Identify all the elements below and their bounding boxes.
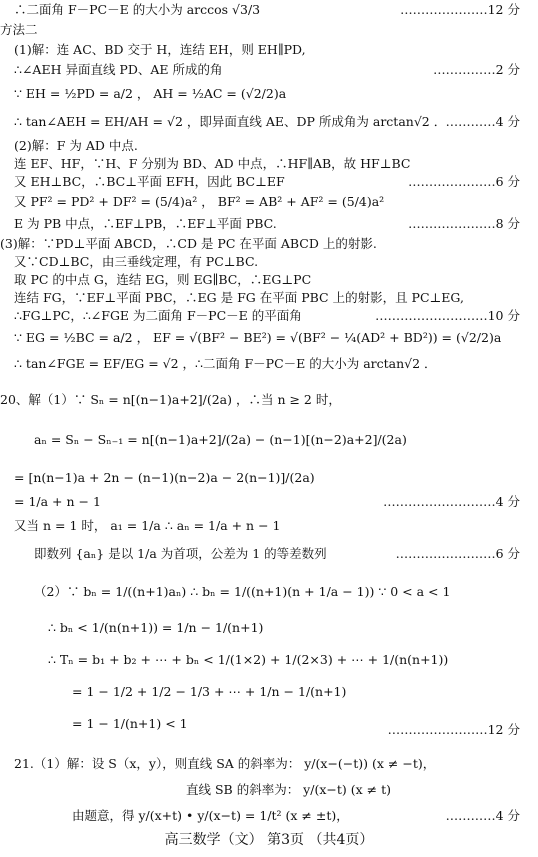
line-q21-3: 由题意，得 y/(x+t) • y/(x−t) = 1/t² (x ≠ ±t)， — [72, 808, 349, 823]
line-16: ∴FG⊥PC，∴∠FGE 为二面角 F－PC－E 的平面角 — [14, 308, 302, 323]
line-8: 连 EF、HF，∵H、F 分别为 BD、AD 中点，∴HF∥AB，故 HF⊥BC — [14, 156, 411, 171]
line-q20-5: 又当 n = 1 时， a₁ = 1/a ∴ aₙ = 1/a + n − 1 — [14, 518, 281, 533]
line-q20-3: = [n(n−1)a + 2n − (n−1)(n−2)a − 2(n−1)]/(2a) — [14, 470, 315, 485]
line-method-two: 方法二 — [0, 22, 38, 37]
line-14: 取 PC 的中点 G，连结 EG，则 EG∥BC，∴EG⊥PC — [14, 272, 312, 287]
line-7: (2)解：F 为 AD 中点. — [14, 138, 138, 153]
score-4-a: …………4 分 — [445, 114, 520, 129]
line-4: ∴∠AEH 异面直线 PD、AE 所成的角 — [14, 62, 223, 77]
line-5: ∵ EH = ½PD = a/2 ， AH = ½AC = (√2/2)a — [14, 86, 287, 101]
line-15: 连结 FG，∵EF⊥平面 PBC，∴EG 是 FG 在平面 PBC 上的射影，且 PC⊥EG, — [14, 290, 464, 305]
score-4-b: ………………………4 分 — [383, 494, 520, 509]
score-12-a: …………………12 分 — [400, 2, 520, 17]
line-q20-1: 20、解（1）∵ Sₙ = n[(n−1)a+2]/(2a) ，∴当 n ≥ 2 时， — [0, 392, 341, 407]
score-6-a: …………………6 分 — [408, 174, 520, 189]
line-10: 又 PF² = PD² + DF² = (5/4)a² ， BF² = AB² + AF² = (5/4)a² — [14, 194, 385, 209]
score-12-b: ……………………12 分 — [387, 722, 520, 737]
line-1: ∴二面角 F－PC－E 的大小为 arccos √3/3 — [14, 2, 261, 17]
line-9: 又 EH⊥BC，∴BC⊥平面 EFH，因此 BC⊥EF — [14, 174, 285, 189]
score-6-b: ……………………6 分 — [395, 546, 520, 561]
line-q20-6: 即数列 {aₙ} 是以 1/a 为首项，公差为 1 的等差数列 — [34, 546, 327, 561]
score-2: ……………2 分 — [433, 62, 520, 77]
line-q20-8: ∴ bₙ < 1/(n(n+1)) = 1/n − 1/(n+1) — [48, 620, 264, 635]
line-17: ∵ EG = ½BC = a/2 ， EF = √(BF² − BE²) = √(BF² − ¼(AD² + BD²)) = (√2/2)a — [14, 330, 502, 345]
score-8: …………………8 分 — [408, 216, 520, 231]
line-q20-2: aₙ = Sₙ − Sₙ₋₁ = n[(n−1)a+2]/(2a) − (n−1)[(n−2)a+2]/(2a) — [34, 432, 407, 447]
line-q20-4: = 1/a + n − 1 — [14, 494, 101, 509]
page-footer: 高三数学（文） 第3页 （共4页） — [164, 832, 374, 848]
line-6: ∴ tan∠AEH = EH/AH = √2 ，即异面直线 AE、DP 所成角为 arctan√2 ． — [14, 114, 447, 129]
line-18: ∴ tan∠FGE = EF/EG = √2 ，∴二面角 F－PC－E 的大小为 arctan√2 ． — [14, 356, 437, 371]
line-q20-11: = 1 − 1/(n+1) < 1 — [72, 716, 188, 731]
line-3: (1)解：连 AC、BD 交于 H，连结 EH，则 EH∥PD, — [14, 42, 306, 57]
line-q20-9: ∴ Tₙ = b₁ + b₂ + ⋯ + bₙ < 1/(1×2) + 1/(2×3) + ⋯ + 1/(n(n+1)) — [48, 652, 449, 667]
score-10: ………………………10 分 — [375, 308, 520, 323]
line-q20-7: （2）∵ bₙ = 1/((n+1)aₙ) ∴ bₙ = 1/((n+1)(n + 1/a − 1)) ∵ 0 < a < 1 — [34, 584, 451, 599]
line-12: (3)解：∵PD⊥平面 ABCD，∴CD 是 PC 在平面 ABCD 上的射影. — [0, 236, 377, 251]
line-q21-1: 21.（1）解：设 S（x，y），则直线 SA 的斜率为： y/(x−(−t)) (x ≠ −t)， — [14, 756, 436, 771]
line-11: E 为 PB 中点，∴EF⊥PB，∴EF⊥平面 PBC. — [14, 216, 277, 231]
score-4-c: …………4 分 — [445, 808, 520, 823]
line-q20-10: = 1 − 1/2 + 1/2 − 1/3 + ⋯ + 1/n − 1/(n+1) — [72, 684, 347, 699]
line-q21-2: 直线 SB 的斜率为： y/(x−t) (x ≠ t) — [186, 782, 391, 797]
line-13: 又∵CD⊥BC，由三垂线定理，有 PC⊥BC. — [14, 254, 259, 269]
